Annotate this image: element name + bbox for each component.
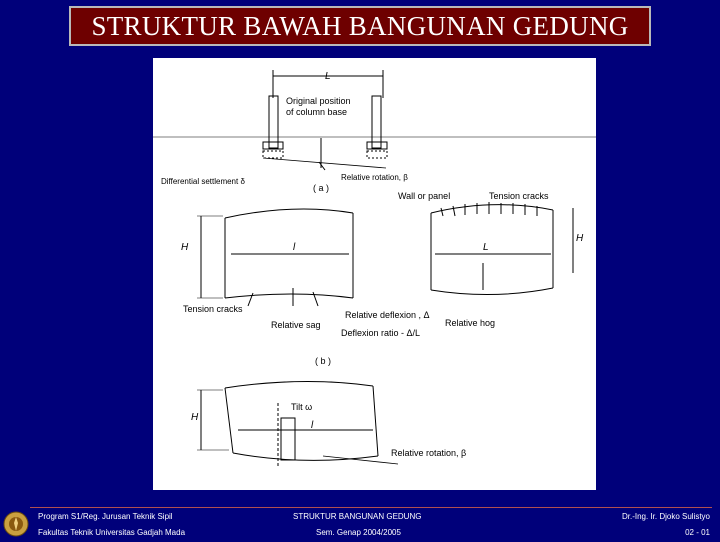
wall-or-panel-label: Wall or panel [398, 191, 451, 201]
original-position-label: Original position [286, 96, 351, 106]
relative-deflexion-label: Relative deflexion , Δ [345, 310, 430, 320]
differential-settlement-label: Differential settlement δ [161, 177, 245, 186]
footer-course: STRUKTUR BANGUNAN GEDUNG [293, 512, 422, 521]
dim-H-left: H [181, 242, 189, 253]
relative-rotation-bottom-label: Relative rotation, β [391, 448, 467, 458]
tilt-label: Tilt ω [291, 402, 313, 412]
dim-l-b: l [311, 420, 314, 431]
tension-cracks-left-label: Tension cracks [183, 304, 243, 314]
label-a: ( a ) [313, 183, 330, 193]
settlement-diagram [153, 58, 596, 490]
sagging-wall [197, 209, 353, 306]
footer-semester: Sem. Genap 2004/2005 [316, 528, 401, 537]
dim-H-right: H [576, 233, 584, 244]
column-base-detail [153, 70, 596, 170]
label-b: ( b ) [315, 356, 332, 366]
tilted-wall [197, 381, 398, 468]
column-base-label: of column base [286, 107, 348, 117]
footer-program: Program S1/Reg. Jurusan Teknik Sipil [38, 512, 173, 521]
footer-author: Dr.-Ing. Ir. Djoko Sulistyo [621, 512, 710, 521]
dim-L-right: L [483, 242, 489, 253]
dim-H-b: H [191, 412, 199, 423]
footer-page-number: 02 - 01 [685, 528, 710, 537]
relative-sag-label: Relative sag [271, 320, 321, 330]
footer-divider [30, 507, 712, 508]
slide-title: STRUKTUR BAWAH BANGUNAN GEDUNG [69, 6, 651, 46]
university-seal-icon [3, 511, 29, 537]
relative-rotation-top-label: Relative rotation, β [341, 173, 408, 182]
deflexion-ratio-label: Deflexion ratio - Δ/L [341, 328, 421, 338]
relative-hog-label: Relative hog [445, 318, 496, 328]
hogging-wall [431, 202, 573, 295]
dim-l-mid: l [293, 242, 296, 253]
tension-cracks-right-label: Tension cracks [489, 191, 549, 201]
footer-faculty: Fakultas Teknik Universitas Gadjah Mada [38, 528, 186, 537]
dim-L-top: L [325, 71, 331, 82]
